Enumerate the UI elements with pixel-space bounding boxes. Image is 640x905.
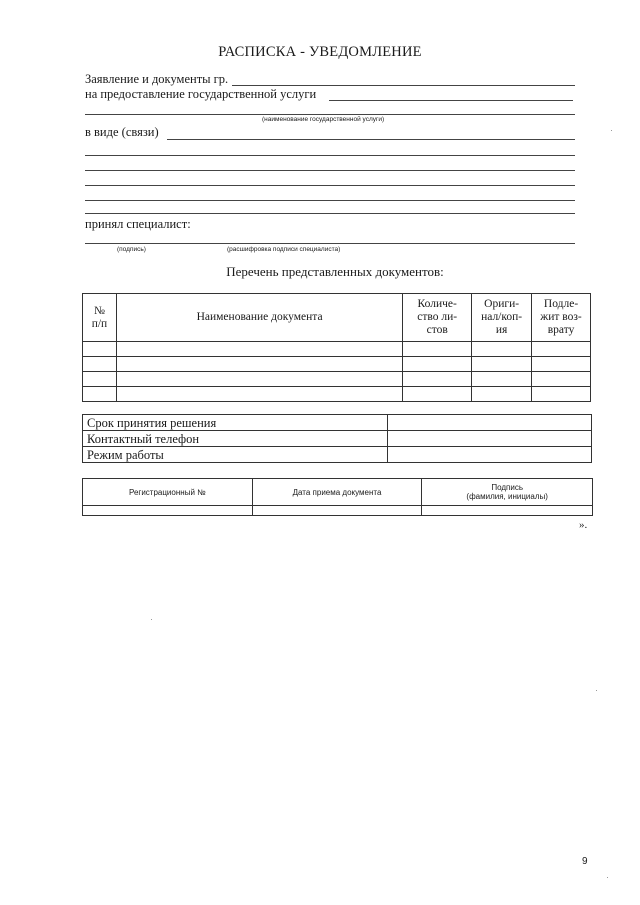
- scan-speck: [151, 619, 152, 620]
- work-hours-value[interactable]: [388, 447, 592, 463]
- form-fill-line-3[interactable]: [85, 170, 575, 171]
- reg-number-cell[interactable]: [83, 506, 253, 516]
- info-row-hours: [83, 447, 592, 463]
- table-cell[interactable]: [472, 342, 532, 357]
- reg-signature-cell[interactable]: [422, 506, 593, 516]
- info-row-phone: [83, 431, 592, 447]
- table-cell[interactable]: [83, 357, 117, 372]
- reg-number-label: Регистрационный №: [128, 487, 206, 497]
- col-name-header: [116, 294, 402, 342]
- registration-row: [83, 506, 593, 516]
- form-label: в виде (связи): [85, 125, 159, 139]
- table-cell[interactable]: [116, 387, 402, 402]
- scan-speck: [596, 690, 597, 691]
- col-original-line-2: нал/коп-: [481, 311, 523, 323]
- col-original-line-3: ия: [495, 324, 508, 336]
- reg-date-label: Дата приема документа: [292, 487, 382, 497]
- table-cell[interactable]: [403, 342, 472, 357]
- table-cell[interactable]: [83, 387, 117, 402]
- table-cell[interactable]: [472, 357, 532, 372]
- scan-speck: [611, 130, 612, 131]
- contact-phone-value[interactable]: [388, 431, 592, 447]
- signature-decode-caption: (расшифровка подписи специалиста): [227, 246, 341, 253]
- col-number-line-2: п/п: [91, 317, 108, 330]
- col-return-line-1: Подле-: [543, 298, 579, 310]
- documents-table: [82, 293, 591, 402]
- info-table: [82, 414, 592, 463]
- registration-header-row: [83, 479, 593, 506]
- col-original-line-1: Ориги-: [484, 298, 520, 310]
- decision-term-label: Срок принятия решения: [83, 415, 388, 431]
- info-row-decision-term: [83, 415, 592, 431]
- table-cell[interactable]: [403, 387, 472, 402]
- reg-date-cell[interactable]: [252, 506, 422, 516]
- closing-quote: ».: [579, 519, 588, 531]
- table-cell[interactable]: [116, 357, 402, 372]
- service-fill-line-2[interactable]: [85, 114, 575, 115]
- table-cell[interactable]: [532, 372, 591, 387]
- applicant-fill-line[interactable]: [232, 85, 575, 86]
- col-return-line-2: жит воз-: [540, 311, 582, 323]
- document-title: РАСПИСКА - УВЕДОМЛЕНИЕ: [218, 44, 422, 60]
- col-original-header: [472, 294, 532, 342]
- table-row: [83, 342, 591, 357]
- table-cell[interactable]: [403, 357, 472, 372]
- col-number-line-1: №: [93, 304, 105, 317]
- form-fill-line-6[interactable]: [85, 213, 575, 214]
- table-cell[interactable]: [532, 387, 591, 402]
- scan-speck: [607, 877, 608, 878]
- table-cell[interactable]: [83, 372, 117, 387]
- service-label: на предоставление государственной услуги: [85, 87, 317, 101]
- table-cell[interactable]: [532, 342, 591, 357]
- decision-term-value[interactable]: [388, 415, 592, 431]
- col-name-label: Наименование документа: [196, 311, 323, 323]
- work-hours-label: Режим работы: [83, 447, 388, 463]
- col-number-header: [83, 294, 117, 342]
- service-caption: (наименование государственной услуги): [262, 116, 385, 123]
- col-return-line-3: врату: [547, 324, 575, 336]
- form-fill-line-4[interactable]: [85, 185, 575, 186]
- specialist-label: принял специалист:: [85, 217, 191, 231]
- application-label: Заявление и документы гр.: [85, 72, 229, 86]
- service-fill-line[interactable]: [329, 100, 573, 101]
- registration-table: [82, 478, 593, 516]
- reg-date-header: [252, 479, 422, 506]
- reg-signature-line-2: (фамилия, инициалы): [466, 492, 548, 501]
- documents-list-title: Перечень представленных документов:: [226, 264, 444, 279]
- col-quantity-header: [403, 294, 472, 342]
- table-row: [83, 387, 591, 402]
- table-cell[interactable]: [532, 357, 591, 372]
- reg-signature-header: [422, 479, 593, 506]
- col-quantity-line-2: ство ли-: [417, 311, 458, 323]
- table-row: [83, 372, 591, 387]
- col-quantity-line-3: стов: [426, 324, 448, 336]
- table-cell[interactable]: [116, 342, 402, 357]
- documents-header-row: [83, 294, 591, 342]
- reg-signature-line-1: Подпись: [491, 483, 523, 492]
- table-cell[interactable]: [472, 387, 532, 402]
- signature-caption: (подпись): [117, 246, 146, 253]
- form-fill-line-5[interactable]: [85, 200, 575, 201]
- table-cell[interactable]: [116, 372, 402, 387]
- specialist-fill-line[interactable]: [85, 243, 575, 244]
- table-cell[interactable]: [472, 372, 532, 387]
- reg-number-header: [83, 479, 253, 506]
- form-fill-line-2[interactable]: [85, 155, 575, 156]
- table-row: [83, 357, 591, 372]
- table-cell[interactable]: [83, 342, 117, 357]
- page-number: 9: [582, 856, 588, 867]
- col-quantity-line-1: Количе-: [417, 298, 457, 310]
- form-fill-line[interactable]: [167, 139, 575, 140]
- col-return-header: [532, 294, 591, 342]
- contact-phone-label: Контактный телефон: [83, 431, 388, 447]
- table-cell[interactable]: [403, 372, 472, 387]
